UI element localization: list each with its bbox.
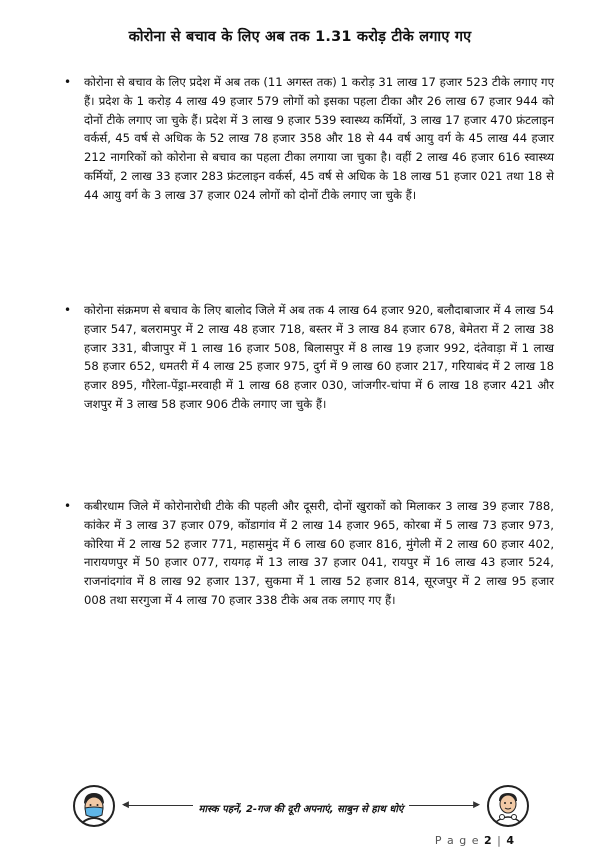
page-number: [435, 834, 515, 847]
paragraph-text: कोरोना संक्रमण से बचाव के लिए बालोद जिले में अब तक 4 लाख 64 हजार 920, बलौदाबाजार में 4 लाख 54 हजार 547, बलरामपुर में 2 लाख 48 हजार 718, बस्तर में 3 लाख 84 हजार 678, बेमेतरा में 2 लाख 38 हजार 331, बीजापुर में 1 लाख 16 हजार 508, बिलासपुर में 8 लाख 19 हजार 992, दंतेवाड़ा में 1 लाख 58 हजार 652, धमतरी में 4 लाख 25 हजार 975, दुर्ग में 9 लाख 60 हजार 217, गरियाबंद में 2 लाख 18 हजार 895, गौरेला-पेंड्रा-मरवाही में 1 लाख 68 हजार 030, जांजगीर-चांपा में 6 लाख 18 हजार 421 और जशपुर में 3 लाख 58 हजार 906 टीके लगाए जा चुके हैं।: [84, 303, 554, 411]
page-title: कोरोना से बचाव के लिए अब तक 1.31 करोड़ टीके लगाए गए: [128, 29, 472, 45]
bullet-icon: •: [64, 499, 72, 513]
paragraph-district-vaccination-2: [64, 497, 554, 610]
paragraph-state-vaccination: [64, 73, 554, 205]
arrow-right-icon: ▶: [473, 800, 480, 810]
paragraph-text: कोरोना से बचाव के लिए प्रदेश में अब तक (11 अगस्त तक) 1 करोड़ 31 लाख 17 हजार 523 टीके लगाए गए हैं। प्रदेश के 1 करोड़ 4 लाख 49 हजार 579 लोगों को इसका पहला टीका और 26 लाख 67 हजार 944 को दोनों टीके लगाए जा चुके हैं। प्रदेश में 3 लाख 9 हजार 539 स्वास्थ्य कर्मियों, 3 लाख 17 हजार 470 फ्रंटलाइन वर्कर्स, 45 वर्ष से अधिक के 52 लाख 78 हजार 358 और 18 से 44 वर्ष आयु वर्ग के 45 लाख 44 हजार 212 नागरिकों को कोरोना से बचाव का पहला टीका लगाया जा चुका है। वहीं 2 लाख 46 हजार 616 स्वास्थ्य कर्मियों, 2 लाख 33 हजार 283 फ्रंटलाइन वर्कर्स, 45 वर्ष से अधिक के 18 लाख 51 हजार 021 तथा 18 से 44 आयु वर्ग के 3 लाख 37 हजार 024 लोगों को दोनों टीके लगाए जा चुके हैं।: [84, 75, 554, 202]
page-separator: |: [497, 834, 502, 847]
paragraph-text: कबीरधाम जिले में कोरोनारोधी टीके की पहली और दूसरी, दोनों खुराकों को मिलाकर 3 लाख 39 हजार 788, कांकेर में 3 लाख 37 हजार 079, कोंडागांव में 2 लाख 14 हजार 965, कोरबा में 5 लाख 73 हजार 973, कोरिया में 2 लाख 52 हजार 771, महासमुंद में 6 लाख 60 हजार 816, मुंगेली में 2 लाख 60 हजार 402, नारायणपुर में 50 हजार 077, रायगढ़ में 13 लाख 37 हजार 041, रायपुर में 16 लाख 43 हजार 524, राजनांदगांव में 8 लाख 92 हजार 137, सुकमा में 1 लाख 52 हजार 814, सूरजपुर में 2 लाख 95 हजार 008 तथा सरगुजा में 4 लाख 70 हजार 338 टीके अब तक लगाए गए हैं।: [84, 499, 554, 607]
arrow-left-icon: ◀: [122, 800, 129, 810]
page-total: 4: [506, 834, 515, 847]
footer-slogan: [72, 797, 530, 816]
footer-banner: [72, 784, 530, 830]
footer-slogan-text: मास्क पहनें, 2-गज की दूरी अपनाएं, साबुन से हाथ धोएं: [193, 804, 410, 815]
bullet-icon: •: [64, 75, 72, 89]
page-label: P a g e: [434, 834, 480, 847]
hand-wash-icon: [486, 784, 530, 828]
bullet-icon: •: [64, 303, 72, 317]
page-current: 2: [483, 834, 493, 847]
paragraph-district-vaccination-1: [64, 301, 554, 414]
